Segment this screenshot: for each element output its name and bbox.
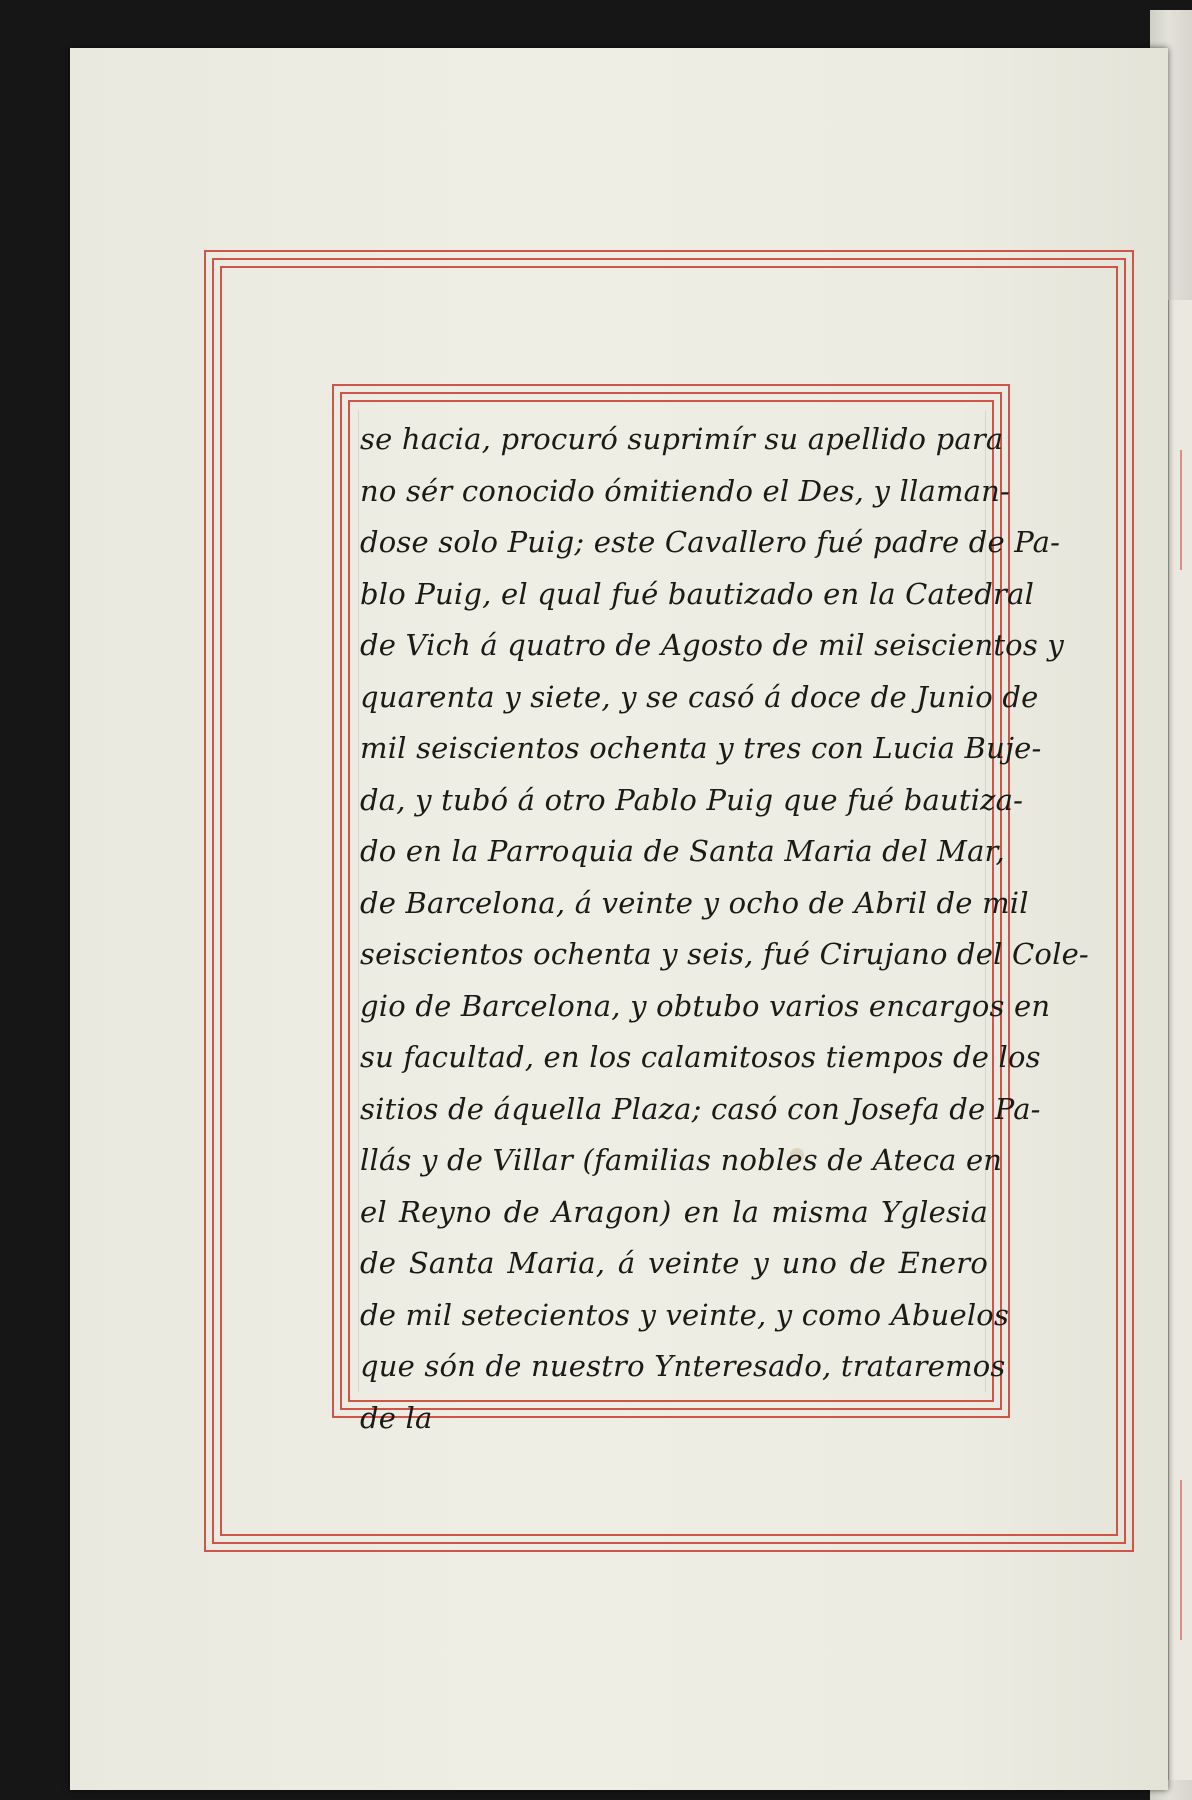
text-line: dose solo Puig; este Cavallero fué padre de Pa- xyxy=(360,525,1061,559)
manuscript-text xyxy=(360,414,1089,1444)
text-line: de Barcelona, á veinte y ocho de Abril de mil xyxy=(360,885,1029,920)
text-line: seiscientos ochenta y seis, fué Cirujano del Cole- xyxy=(360,937,1089,971)
leaf-red-mark-lower xyxy=(1180,1480,1182,1640)
leaf-red-mark-upper xyxy=(1180,450,1182,570)
text-line: no sér conocido ómitiendo el Des, y llaman- xyxy=(360,473,1011,508)
text-line: se hacia, procuró suprimír su apellido para xyxy=(360,422,1004,456)
text-line: quarenta y siete, y se casó á doce de Junio de xyxy=(360,679,1039,714)
text-line: que són de nuestro Ynteresado, trataremos xyxy=(360,1349,1006,1383)
text-line: sitios de áquella Plaza; casó con Josefa de Pa- xyxy=(360,1091,1041,1126)
text-line: su facultad, en los calamitosos tiempos de los xyxy=(360,1040,1041,1074)
text-line: de la xyxy=(360,1400,433,1435)
text-line: do en la Parroquia de Santa Maria del Mar, xyxy=(360,834,1005,868)
text-line: de mil setecientos y veinte, y como Abuelos xyxy=(360,1297,1010,1332)
text-line: de Vich á quatro de Agosto de mil seiscientos y xyxy=(360,628,1064,662)
text-line: el Reyno de Aragon) en la misma Yglesia xyxy=(360,1194,988,1229)
text-line: blo Puig, el qual fué bautizado en la Catedral xyxy=(360,576,1035,611)
text-line: gio de Barcelona, y obtubo varios encargos en xyxy=(360,988,1051,1023)
text-line: de Santa Maria, á veinte y uno de Enero xyxy=(360,1246,988,1280)
manuscript-page xyxy=(70,48,1168,1790)
text-line: llás y de Villar (familias nobles de Ateca en xyxy=(360,1143,1003,1177)
text-line: da, y tubó á otro Pablo Puig que fué bautiza- xyxy=(360,782,1024,817)
text-line: mil seiscientos ochenta y tres con Lucia Buje- xyxy=(360,731,1042,765)
